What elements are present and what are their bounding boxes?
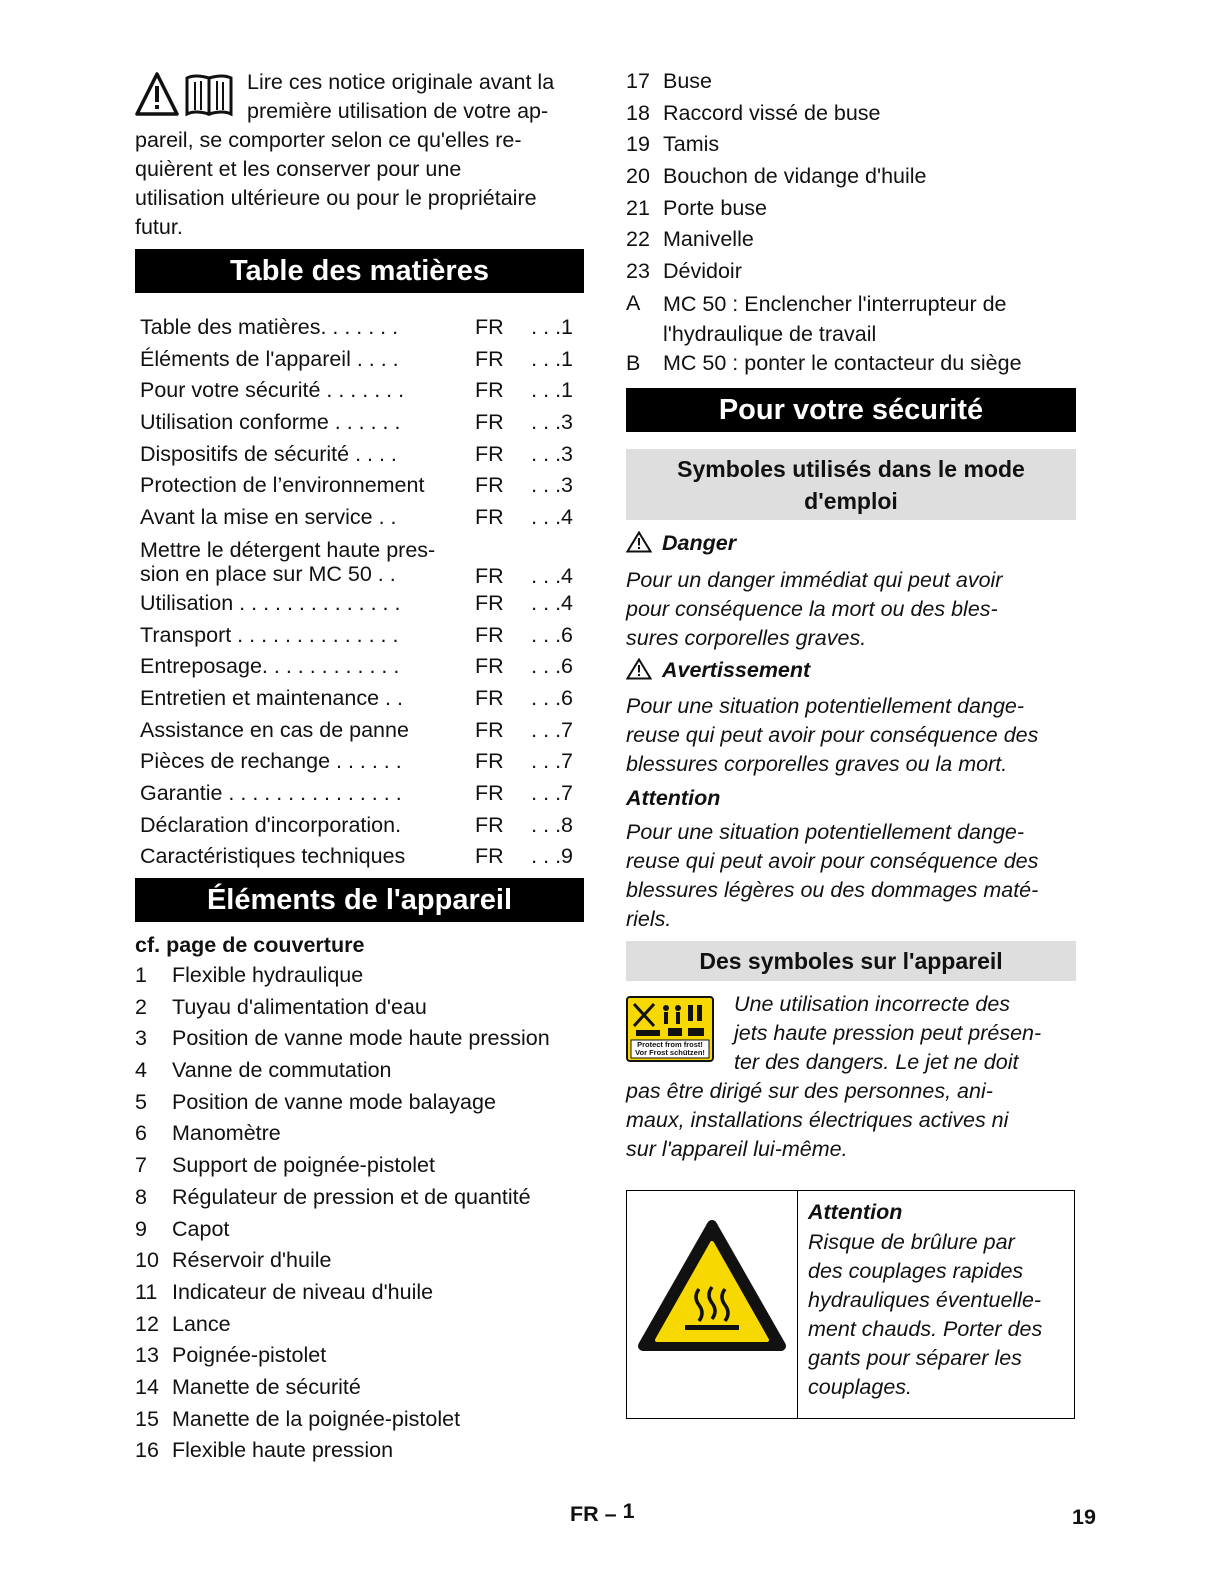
symbols-heading-line: Symboles utilisés dans le mode xyxy=(677,456,1025,482)
safety-heading: Pour votre sécurité xyxy=(626,388,1076,432)
item-number: 23 xyxy=(626,259,650,284)
item-number: 13 xyxy=(135,1343,159,1368)
label-text-line: Protect from frost! xyxy=(637,1040,703,1049)
item-number: 8 xyxy=(135,1184,147,1209)
item-label: Lance xyxy=(172,1311,231,1336)
item-number: 6 xyxy=(135,1121,147,1146)
text-line: hydrauliques éventuelle- xyxy=(808,1288,1042,1312)
item-number: 18 xyxy=(626,100,650,125)
toc-row[interactable] xyxy=(140,778,580,810)
toc-page: . . .1 xyxy=(531,315,573,339)
toc-page: . . .6 xyxy=(531,685,573,710)
text-line: gants pour séparer les xyxy=(808,1346,1022,1370)
warning-text xyxy=(626,692,1076,779)
item-label: Poignée-pistolet xyxy=(172,1343,327,1368)
footer-sub: 1 xyxy=(622,1499,635,1523)
toc-lang: FR xyxy=(475,844,504,869)
toc-row[interactable] xyxy=(140,651,580,683)
list-item xyxy=(135,1372,584,1404)
text-line: pour conséquence la mort ou des bles- xyxy=(626,597,998,621)
item-number: 2 xyxy=(135,994,147,1019)
danger-title: Danger xyxy=(662,531,737,555)
toc-page: . . .4 xyxy=(531,505,573,530)
toc-lang: FR xyxy=(475,812,504,837)
item-label: Régulateur de pression et de quantité xyxy=(172,1184,531,1209)
item-number: 9 xyxy=(135,1216,147,1241)
toc-row[interactable] xyxy=(140,715,580,747)
frost-label-graphic xyxy=(626,996,714,1062)
toc-heading: Table des matières xyxy=(135,249,584,293)
toc-title: Entreposage. . . . . . . . . . . . xyxy=(140,654,400,679)
toc-title xyxy=(140,534,470,586)
toc-title: Dispositifs de sécurité . . . . xyxy=(140,441,397,466)
list-item xyxy=(135,1214,584,1246)
toc-lang: FR xyxy=(475,346,504,371)
toc-title-line: sion en place sur MC 50 . . xyxy=(140,561,396,586)
text-line: maux, installations électriques actives ni xyxy=(626,1108,1009,1132)
item-label: Tuyau d'alimentation d'eau xyxy=(172,994,427,1019)
warning-triangle-icon xyxy=(626,531,652,553)
toc-lang: FR xyxy=(475,717,504,742)
text-line: riels. xyxy=(626,907,672,931)
device-text-bottom xyxy=(626,1077,1076,1164)
intro-line: Lire ces notice originale avant la xyxy=(247,70,555,94)
list-item xyxy=(626,288,1076,348)
toc-row[interactable] xyxy=(140,470,580,502)
parts-list-right xyxy=(626,66,1076,380)
toc-page: . . .8 xyxy=(531,812,573,837)
symbols-heading-line: d'emploi xyxy=(804,488,898,514)
toc-lang: FR xyxy=(475,654,504,679)
parts-heading: Éléments de l'appareil xyxy=(135,878,584,922)
text-line: pas être dirigé sur des personnes, ani- xyxy=(626,1079,993,1103)
text-line: reuse qui peut avoir pour conséquence des xyxy=(626,723,1039,747)
toc-row[interactable] xyxy=(140,502,580,534)
item-number: 19 xyxy=(626,132,650,157)
toc-lang: FR xyxy=(475,685,504,710)
text-line: reuse qui peut avoir pour conséquence des xyxy=(626,849,1039,873)
item-label: Support de poignée-pistolet xyxy=(172,1153,435,1178)
item-number: B xyxy=(626,350,641,375)
item-number: 7 xyxy=(135,1153,147,1178)
intro-line: futur. xyxy=(135,215,183,239)
table-of-contents xyxy=(140,312,580,873)
text-line: sur l'appareil lui-même. xyxy=(626,1137,848,1161)
list-item xyxy=(135,1055,584,1087)
toc-title: Déclaration d'incorporation. xyxy=(140,812,402,837)
hot-surface-text-cell xyxy=(808,1197,1068,1402)
list-item xyxy=(135,1087,584,1119)
item-label: Réservoir d'huile xyxy=(172,1248,332,1273)
toc-page: . . .9 xyxy=(531,844,573,869)
box-title: Attention xyxy=(808,1200,903,1224)
toc-title: Transport . . . . . . . . . . . . . . xyxy=(140,622,399,647)
item-label: Manette de sécurité xyxy=(172,1374,361,1399)
toc-lang: FR xyxy=(475,315,504,339)
item-number: 21 xyxy=(626,195,650,220)
toc-page: . . .6 xyxy=(531,654,573,679)
hot-surface-cell xyxy=(627,1191,798,1418)
item-number: 1 xyxy=(135,963,147,987)
item-label: Vanne de commutation xyxy=(172,1058,392,1083)
item-number: 16 xyxy=(135,1438,159,1463)
toc-title: Avant la mise en service . . xyxy=(140,505,397,530)
list-item xyxy=(135,1340,584,1372)
item-label: Capot xyxy=(172,1216,230,1241)
item-number: 3 xyxy=(135,1026,147,1051)
list-item xyxy=(135,1404,584,1436)
list-item xyxy=(135,1118,584,1150)
intro-line: utilisation ultérieure ou pour le propriétaire xyxy=(135,186,537,210)
item-label: Bouchon de vidange d'huile xyxy=(663,164,927,189)
toc-title: Table des matières. . . . . . . xyxy=(140,315,399,339)
label-text-line: Vor Frost schützen! xyxy=(635,1048,705,1057)
item-label: Tamis xyxy=(663,132,720,157)
text-line: couplages. xyxy=(808,1375,912,1399)
toc-lang: FR xyxy=(475,505,504,530)
item-label: Buse xyxy=(663,69,713,93)
toc-title-line: Mettre le détergent haute pres- xyxy=(140,537,436,562)
toc-lang: FR xyxy=(475,622,504,647)
warning-title: Avertissement xyxy=(662,658,811,682)
list-item xyxy=(135,992,584,1024)
list-item xyxy=(626,348,1076,380)
text-line: Risque de brûlure par xyxy=(808,1230,1015,1254)
toc-lang: FR xyxy=(475,563,504,588)
toc-row[interactable] xyxy=(140,746,580,778)
item-number: 17 xyxy=(626,69,650,93)
box-text xyxy=(808,1228,1068,1402)
toc-title: Utilisation . . . . . . . . . . . . . . xyxy=(140,590,401,615)
footer-dash: – xyxy=(604,1502,617,1526)
toc-row[interactable] xyxy=(140,534,580,588)
hot-surface-warning-icon xyxy=(627,1191,797,1418)
list-item xyxy=(135,1435,584,1467)
attention-title: Attention xyxy=(626,786,721,810)
page-number: 19 xyxy=(1072,1505,1096,1529)
item-label: Porte buse xyxy=(663,195,767,220)
text-line: sures corporelles graves. xyxy=(626,626,867,650)
item-number: 10 xyxy=(135,1248,159,1273)
list-item xyxy=(626,161,1076,193)
text-line: blessures corporelles graves ou la mort. xyxy=(626,752,1008,776)
item-number: 5 xyxy=(135,1089,147,1114)
item-number: 4 xyxy=(135,1058,147,1083)
danger-title-row xyxy=(626,531,736,556)
list-item xyxy=(626,98,1076,130)
toc-title: Protection de l’environnement xyxy=(140,473,425,498)
toc-row[interactable] xyxy=(140,344,580,376)
toc-row[interactable] xyxy=(140,683,580,715)
item-label-line: l'hydraulique de travail xyxy=(663,321,877,346)
page-footer-code xyxy=(570,1499,635,1527)
toc-page: . . .3 xyxy=(531,410,573,435)
item-label: Manomètre xyxy=(172,1121,281,1146)
toc-lang: FR xyxy=(475,473,504,498)
item-number: 14 xyxy=(135,1374,159,1399)
toc-page: . . .7 xyxy=(531,717,573,742)
text-line: des couplages rapides xyxy=(808,1259,1024,1283)
toc-page: . . .1 xyxy=(531,346,573,371)
warning-title-row xyxy=(626,658,810,683)
toc-title: Éléments de l'appareil . . . . xyxy=(140,346,399,371)
toc-page: . . .7 xyxy=(531,780,573,805)
toc-row[interactable] xyxy=(140,407,580,439)
toc-lang: FR xyxy=(475,378,504,403)
list-item xyxy=(135,1245,584,1277)
intro-line: pareil, se comporter selon ce qu'elles re- xyxy=(135,128,522,152)
item-label: Flexible hydraulique xyxy=(172,963,364,987)
frost-label-text xyxy=(632,1041,708,1057)
text-line: Pour une situation potentiellement dange- xyxy=(626,694,1025,718)
list-item xyxy=(135,960,584,992)
list-item xyxy=(626,129,1076,161)
list-item xyxy=(135,1182,584,1214)
device-text-top xyxy=(734,990,1079,1077)
text-line: ment chauds. Porter des xyxy=(808,1317,1043,1341)
toc-page: . . .3 xyxy=(531,441,573,466)
toc-title: Garantie . . . . . . . . . . . . . . . xyxy=(140,780,402,805)
toc-lang: FR xyxy=(475,590,504,615)
item-label: MC 50 : ponter le contacteur du siège xyxy=(663,350,1022,375)
hot-surface-table xyxy=(626,1190,1075,1419)
list-item xyxy=(626,256,1076,288)
toc-row[interactable] xyxy=(140,439,580,471)
item-label: Position de vanne mode haute pression xyxy=(172,1026,550,1051)
toc-lang: FR xyxy=(475,749,504,774)
toc-lang: FR xyxy=(475,410,504,435)
item-label: Flexible haute pression xyxy=(172,1438,394,1463)
warning-and-manual-icon xyxy=(135,70,243,124)
toc-row[interactable] xyxy=(140,375,580,407)
toc-row[interactable] xyxy=(140,312,580,344)
symbols-heading xyxy=(626,449,1076,520)
text-line: blessures légères ou des dommages maté- xyxy=(626,878,1039,902)
footer-lang: FR xyxy=(570,1502,599,1526)
toc-row[interactable] xyxy=(140,588,580,620)
item-label: Position de vanne mode balayage xyxy=(172,1089,496,1114)
item-label: Manette de la poignée-pistolet xyxy=(172,1406,461,1431)
list-item xyxy=(135,1150,584,1182)
toc-title: Pièces de rechange . . . . . . xyxy=(140,749,402,774)
item-number: 22 xyxy=(626,227,650,252)
toc-title: Utilisation conforme . . . . . . xyxy=(140,410,401,435)
list-item xyxy=(135,1309,584,1341)
toc-title: Assistance en cas de panne xyxy=(140,717,409,742)
item-label: Raccord vissé de buse xyxy=(663,100,881,125)
toc-page: . . .4 xyxy=(531,590,573,615)
text-line: ter des dangers. Le jet ne doit xyxy=(734,1050,1019,1074)
item-number: 11 xyxy=(135,1279,158,1304)
item-number: A xyxy=(626,290,641,315)
text-line: Pour un danger immédiat qui peut avoir xyxy=(626,568,1003,592)
attention-text xyxy=(626,818,1076,934)
toc-lang: FR xyxy=(475,441,504,466)
intro-line: quièrent et les conserver pour une xyxy=(135,157,462,181)
intro-paragraph xyxy=(135,68,584,242)
item-label: Indicateur de niveau d'huile xyxy=(172,1279,434,1304)
list-item xyxy=(135,1023,584,1055)
item-label-line: MC 50 : Enclencher l'interrupteur de xyxy=(663,291,1007,316)
toc-title: Pour votre sécurité . . . . . . . xyxy=(140,378,405,403)
toc-title: Caractéristiques techniques xyxy=(140,844,406,869)
toc-row[interactable] xyxy=(140,810,580,842)
device-symbols-heading: Des symboles sur l'appareil xyxy=(626,941,1076,981)
item-number: 15 xyxy=(135,1406,159,1431)
toc-title: Entretien et maintenance . . xyxy=(140,685,403,710)
toc-lang: FR xyxy=(475,780,504,805)
danger-text xyxy=(626,566,1076,653)
toc-page: . . .6 xyxy=(531,622,573,647)
text-line: Pour une situation potentiellement dange- xyxy=(626,820,1025,844)
toc-page: . . .4 xyxy=(531,563,573,588)
item-label: Dévidoir xyxy=(663,259,742,284)
list-item xyxy=(626,193,1076,225)
list-item xyxy=(626,224,1076,256)
toc-row[interactable] xyxy=(140,620,580,652)
text-line: Une utilisation incorrecte des xyxy=(734,992,1011,1016)
toc-page: . . .7 xyxy=(531,749,573,774)
item-number: 20 xyxy=(626,164,650,189)
toc-page: . . .1 xyxy=(531,378,573,403)
intro-line: première utilisation de votre ap- xyxy=(247,99,549,123)
parts-subheading: cf. page de couverture xyxy=(135,933,365,957)
toc-row[interactable] xyxy=(140,841,580,873)
parts-list-left xyxy=(135,960,584,1467)
item-number: 12 xyxy=(135,1311,159,1336)
item-label: Manivelle xyxy=(663,227,754,252)
list-item xyxy=(135,1277,584,1309)
item-label xyxy=(663,289,1007,349)
text-line: jets haute pression peut présen- xyxy=(734,1021,1042,1045)
toc-page: . . .3 xyxy=(531,473,573,498)
list-item xyxy=(626,66,1076,98)
warning-triangle-icon xyxy=(626,658,652,680)
